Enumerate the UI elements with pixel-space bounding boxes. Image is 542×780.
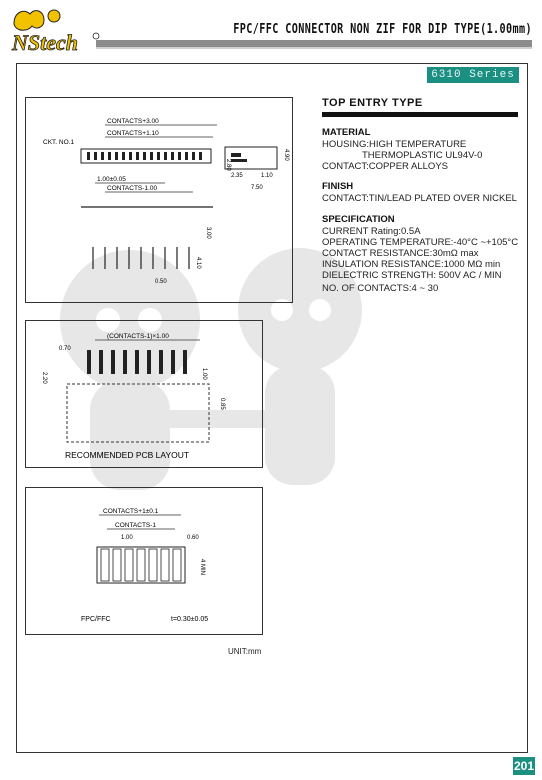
dim-4-90: 4.90 (283, 149, 289, 161)
dim-3-00: 3.00 (205, 227, 211, 239)
pcb-layout-drawing (25, 320, 263, 468)
dim-2-20: 2.20 (41, 372, 47, 384)
unit-note: UNIT:mm (228, 647, 262, 656)
dim-0-85: 0.85 (219, 398, 225, 410)
pcb-layout-caption: RECOMMENDED PCB LAYOUT (65, 450, 190, 460)
dim-2-35: 2.35 (231, 173, 243, 179)
header-rule-shadow (96, 47, 532, 49)
dim-2-80: 2.80 (225, 159, 231, 171)
dim-1-00: 1.00 (201, 368, 207, 380)
logo-text: NStech (12, 30, 78, 54)
material-line: CONTACT:COPPER ALLOYS (322, 161, 448, 172)
header-rule (96, 40, 532, 47)
connector-dimension-drawing (25, 97, 293, 303)
dim-contacts-minus-1: CONTACTS-1.00 (107, 185, 158, 192)
dim-1-10: 1.10 (261, 173, 273, 179)
dim-pitch: 1.00 (121, 535, 133, 541)
nstech-logo (10, 6, 102, 54)
dim-contacts-plus-1-10: CONTACTS+1.10 (107, 130, 159, 137)
dim-contacts-plus-1: CONTACTS+1±0.1 (103, 508, 159, 515)
type-title: TOP ENTRY TYPE (322, 97, 423, 109)
material-line: THERMOPLASTIC UL94V-0 (362, 150, 483, 161)
dim-contacts-minus-1: CONTACTS-1 (115, 522, 157, 529)
finish-line: CONTACT:TIN/LEAD PLATED OVER NICKEL (322, 193, 517, 204)
dim-0-60: 0.60 (187, 535, 199, 541)
spec-line: INSULATION RESISTANCE:1000 MΩ min (322, 259, 501, 270)
fpc-caption: FPC/FFC (81, 616, 111, 623)
fpc-ffc-drawing (25, 487, 263, 635)
spec-line: CONTACT RESISTANCE:30mΩ max (322, 248, 479, 259)
spec-line: CURRENT Rating:0.5A (322, 226, 421, 237)
material-heading: MATERIAL (322, 127, 371, 138)
dim-pitch: 1.00±0.05 (97, 176, 126, 183)
dim-0-70: 0.70 (59, 346, 71, 352)
specification-heading: SPECIFICATION (322, 214, 395, 225)
spec-line: OPERATING TEMPERATURE:-40°C ~+105°C (322, 237, 519, 248)
dim-contacts-plus-3: CONTACTS+3.00 (107, 118, 159, 125)
page-title: FPC/FFC CONNECTOR NON ZIF FOR DIP TYPE(1.00mm) (233, 22, 532, 37)
ckt-no-label: CKT. NO.1 (43, 139, 75, 146)
dim-4-min: 4 MIN (199, 559, 205, 576)
finish-heading: FINISH (322, 181, 354, 192)
material-line: HOUSING:HIGH TEMPERATURE (322, 139, 467, 150)
page-number: 201 (513, 759, 535, 773)
spec-line: DIELECTRIC STRENGTH: 500V AC / MIN (322, 270, 502, 281)
title-rule (322, 112, 518, 117)
dim-contacts-pitch: (CONTACTS-1)×1.00 (107, 333, 169, 340)
dim-0-50: 0.50 (155, 279, 167, 285)
spec-line: NO. OF CONTACTS:4 ~ 30 (322, 283, 439, 294)
series-badge: 6310 Series (427, 67, 519, 83)
dim-7-50: 7.50 (251, 185, 263, 191)
dim-4-10: 4.10 (195, 257, 201, 269)
fpc-thickness: t=0.30±0.05 (171, 616, 209, 623)
